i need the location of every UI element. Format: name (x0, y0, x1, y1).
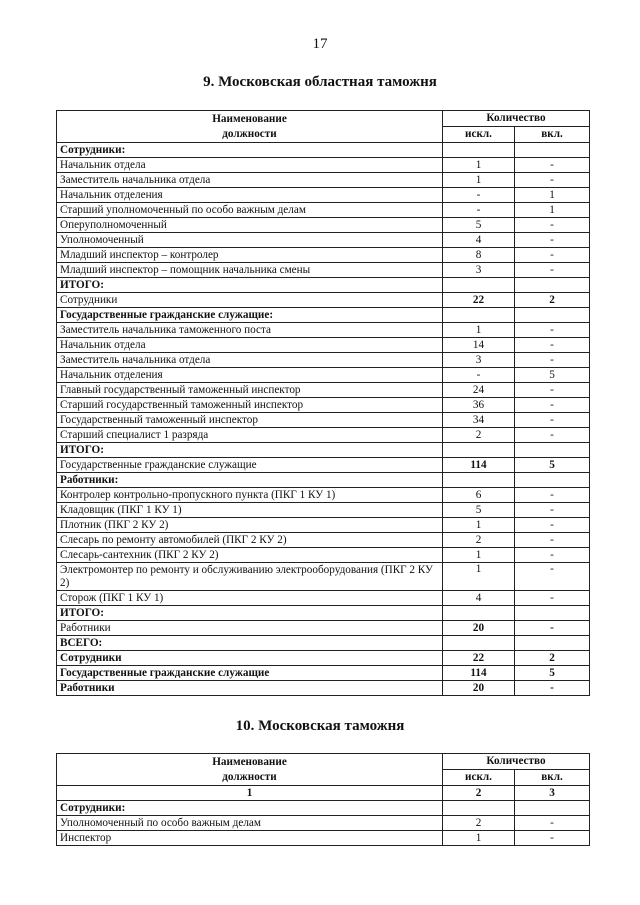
count-incl: - (515, 323, 590, 338)
empty-cell (443, 606, 515, 621)
table-row (57, 233, 590, 248)
position-name: Заместитель начальника отдела (57, 353, 443, 368)
position-name: Уполномоченный (57, 233, 443, 248)
header-name-cell (57, 111, 443, 143)
count-incl: 5 (515, 368, 590, 383)
count-excl: 114 (443, 666, 515, 681)
count-incl: - (515, 563, 590, 591)
header-excl: искл. (443, 770, 515, 786)
count-excl: 22 (443, 651, 515, 666)
empty-cell (443, 473, 515, 488)
count-incl: - (515, 173, 590, 188)
count-excl: 2 (443, 428, 515, 443)
row-label: ВСЕГО: (57, 636, 443, 651)
grand-total-row (57, 666, 590, 681)
count-excl: 4 (443, 233, 515, 248)
table-row (57, 248, 590, 263)
position-name: Сторож (ПКГ 1 КУ 1) (57, 591, 443, 606)
count-excl: - (443, 203, 515, 218)
position-name: Старший государственный таможенный инспектор (57, 398, 443, 413)
table-row (57, 816, 590, 831)
table-row (57, 591, 590, 606)
empty-cell (515, 143, 590, 158)
empty-cell (515, 473, 590, 488)
position-name: Оперуполномоченный (57, 218, 443, 233)
count-excl: - (443, 368, 515, 383)
position-name: Младший инспектор – помощник начальника смены (57, 263, 443, 278)
position-name: Сотрудники (57, 651, 443, 666)
count-excl: 1 (443, 831, 515, 846)
position-name: Работники (57, 681, 443, 696)
column-number-2: 2 (443, 786, 515, 801)
count-excl: 14 (443, 338, 515, 353)
count-excl: 3 (443, 353, 515, 368)
empty-cell (443, 308, 515, 323)
empty-cell (515, 606, 590, 621)
count-excl: 1 (443, 158, 515, 173)
count-excl: 1 (443, 548, 515, 563)
count-excl: 24 (443, 383, 515, 398)
row-label: ИТОГО: (57, 443, 443, 458)
count-incl: - (515, 488, 590, 503)
empty-cell (443, 801, 515, 816)
position-name: Младший инспектор – контролер (57, 248, 443, 263)
total-label-row (57, 278, 590, 293)
header-incl: вкл. (515, 127, 590, 143)
position-name: Начальник отделения (57, 188, 443, 203)
table-row (57, 218, 590, 233)
group-heading (57, 308, 590, 323)
position-name: Государственные гражданские служащие (57, 458, 443, 473)
table-row (57, 398, 590, 413)
count-excl: 22 (443, 293, 515, 308)
count-incl: 2 (515, 293, 590, 308)
total-label-row (57, 606, 590, 621)
grand-total-row (57, 681, 590, 696)
count-excl: 20 (443, 681, 515, 696)
section-9-table (56, 110, 590, 696)
count-excl: - (443, 188, 515, 203)
row-label: Сотрудники: (57, 801, 443, 816)
count-excl: 8 (443, 248, 515, 263)
count-excl: 2 (443, 533, 515, 548)
position-name: Начальник отделения (57, 368, 443, 383)
header-quantity: Количество (443, 754, 590, 770)
header-name-line1: Наименование (212, 113, 287, 125)
table-row (57, 338, 590, 353)
table-row (57, 323, 590, 338)
empty-cell (515, 308, 590, 323)
count-excl: 1 (443, 173, 515, 188)
count-excl: 20 (443, 621, 515, 636)
count-incl: - (515, 413, 590, 428)
total-row (57, 621, 590, 636)
header-quantity: Количество (443, 111, 590, 127)
count-incl: - (515, 398, 590, 413)
count-incl: - (515, 681, 590, 696)
column-number-3: 3 (515, 786, 590, 801)
row-label: Работники: (57, 473, 443, 488)
count-incl: 1 (515, 188, 590, 203)
count-incl: 1 (515, 203, 590, 218)
table-row (57, 188, 590, 203)
table-row (57, 203, 590, 218)
table-row (57, 353, 590, 368)
table-row (57, 428, 590, 443)
count-incl: - (515, 518, 590, 533)
header-name-line1: Наименование (212, 756, 287, 768)
count-incl: - (515, 831, 590, 846)
header-excl: искл. (443, 127, 515, 143)
position-name: Государственный таможенный инспектор (57, 413, 443, 428)
row-label: Государственные гражданские служащие: (57, 308, 443, 323)
header-name-line2: должности (222, 771, 277, 783)
count-incl: - (515, 548, 590, 563)
count-incl: - (515, 533, 590, 548)
position-name: Слесарь-сантехник (ПКГ 2 КУ 2) (57, 548, 443, 563)
position-name: Уполномоченный по особо важным делам (57, 816, 443, 831)
table-row (57, 831, 590, 846)
position-name: Старший уполномоченный по особо важным делам (57, 203, 443, 218)
table-row (57, 383, 590, 398)
empty-cell (515, 801, 590, 816)
total-row (57, 293, 590, 308)
row-label: ИТОГО: (57, 606, 443, 621)
count-incl: 5 (515, 458, 590, 473)
count-excl: 5 (443, 503, 515, 518)
grand-total-row (57, 651, 590, 666)
position-name: Старший специалист 1 разряда (57, 428, 443, 443)
count-excl: 2 (443, 816, 515, 831)
table-row (57, 533, 590, 548)
position-name: Кладовщик (ПКГ 1 КУ 1) (57, 503, 443, 518)
count-excl: 6 (443, 488, 515, 503)
position-name: Заместитель начальника таможенного поста (57, 323, 443, 338)
count-incl: 2 (515, 651, 590, 666)
position-name: Контролер контрольно-пропускного пункта (ПКГ 1 КУ 1) (57, 488, 443, 503)
position-name: Главный государственный таможенный инспектор (57, 383, 443, 398)
empty-cell (443, 636, 515, 651)
table-row (57, 413, 590, 428)
count-excl: 1 (443, 323, 515, 338)
position-name: Государственные гражданские служащие (57, 666, 443, 681)
count-incl: - (515, 816, 590, 831)
count-incl: - (515, 158, 590, 173)
count-excl: 4 (443, 591, 515, 606)
count-incl: - (515, 503, 590, 518)
position-name: Слесарь по ремонту автомобилей (ПКГ 2 КУ 2) (57, 533, 443, 548)
count-excl: 34 (443, 413, 515, 428)
section-10-title: 10. Московская таможня (235, 718, 405, 734)
group-heading (57, 801, 590, 816)
empty-cell (443, 278, 515, 293)
grand-total-label-row (57, 636, 590, 651)
count-incl: - (515, 218, 590, 233)
position-name: Начальник отдела (57, 338, 443, 353)
count-incl: - (515, 428, 590, 443)
table-row (57, 368, 590, 383)
count-incl: - (515, 621, 590, 636)
position-name: Сотрудники (57, 293, 443, 308)
count-excl: 1 (443, 518, 515, 533)
count-excl: 3 (443, 263, 515, 278)
table-row (57, 518, 590, 533)
header-name-cell (57, 754, 443, 786)
position-name: Начальник отдела (57, 158, 443, 173)
group-heading (57, 143, 590, 158)
section-9-title: 9. Московская областная таможня (203, 74, 437, 90)
row-label: ИТОГО: (57, 278, 443, 293)
count-incl: - (515, 233, 590, 248)
empty-cell (443, 443, 515, 458)
section-10-table (56, 753, 590, 846)
count-incl: - (515, 353, 590, 368)
page-number: 17 (312, 36, 328, 52)
table-row (57, 263, 590, 278)
count-incl: - (515, 263, 590, 278)
count-excl: 5 (443, 218, 515, 233)
empty-cell (515, 278, 590, 293)
count-incl: - (515, 383, 590, 398)
count-excl: 1 (443, 563, 515, 591)
row-label: Сотрудники: (57, 143, 443, 158)
count-incl: 5 (515, 666, 590, 681)
table-row (57, 503, 590, 518)
table-row (57, 548, 590, 563)
table-row (57, 158, 590, 173)
table-row (57, 173, 590, 188)
count-excl: 36 (443, 398, 515, 413)
header-name-line2: должности (222, 128, 277, 140)
count-incl: - (515, 338, 590, 353)
total-label-row (57, 443, 590, 458)
empty-cell (443, 143, 515, 158)
position-name: Работники (57, 621, 443, 636)
header-incl: вкл. (515, 770, 590, 786)
empty-cell (515, 443, 590, 458)
position-name: Заместитель начальника отдела (57, 173, 443, 188)
table-row (57, 488, 590, 503)
count-excl: 114 (443, 458, 515, 473)
empty-cell (515, 636, 590, 651)
position-name: Плотник (ПКГ 2 КУ 2) (57, 518, 443, 533)
count-incl: - (515, 248, 590, 263)
group-heading (57, 473, 590, 488)
total-row (57, 458, 590, 473)
position-name: Инспектор (57, 831, 443, 846)
count-incl: - (515, 591, 590, 606)
position-name: Электромонтер по ремонту и обслуживанию электрооборудования (ПКГ 2 КУ 2) (57, 563, 443, 591)
table-row (57, 563, 590, 591)
column-number-1: 1 (57, 786, 443, 801)
